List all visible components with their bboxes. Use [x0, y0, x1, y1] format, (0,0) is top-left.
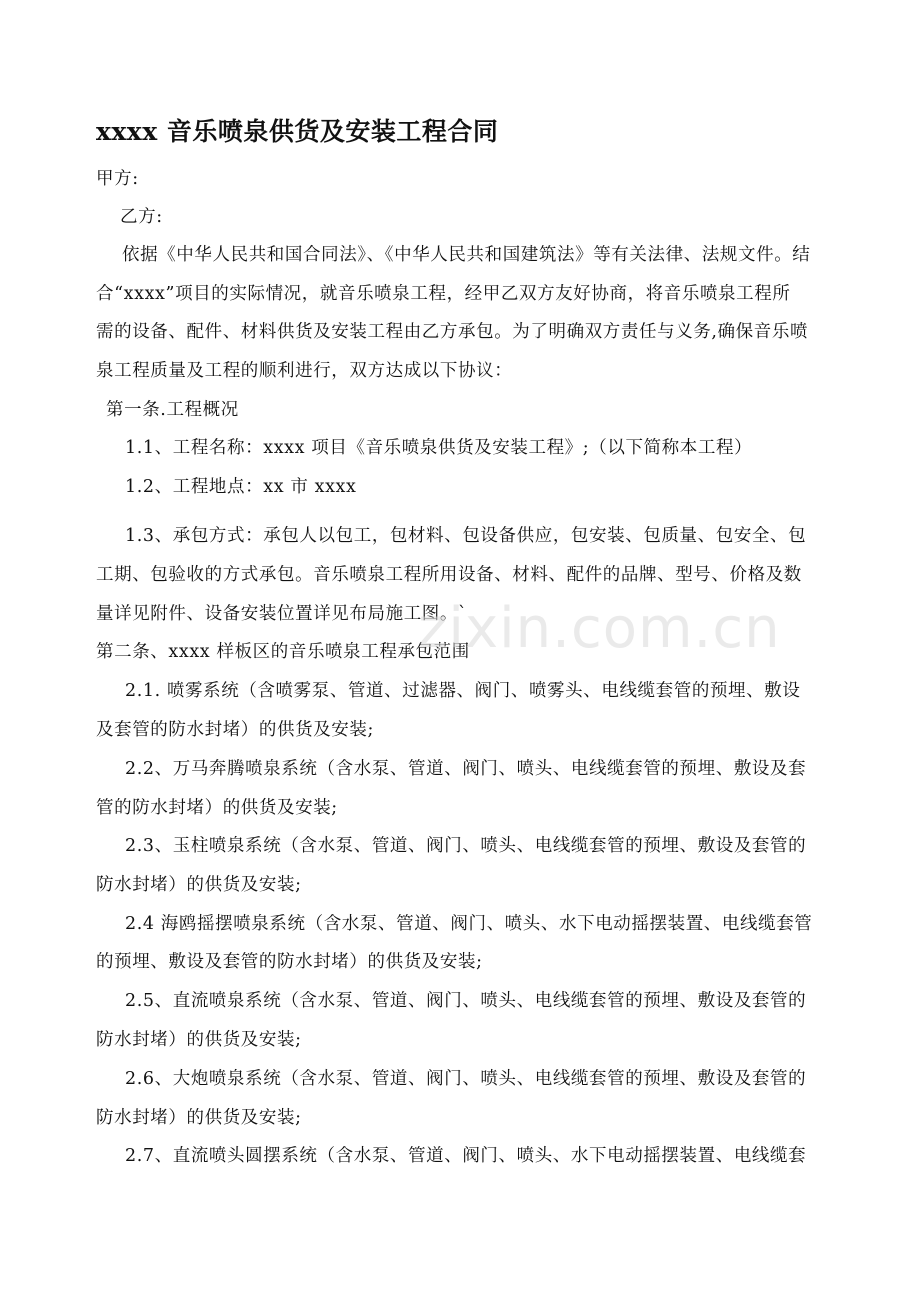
article2-item: 2.4 海鸥摇摆喷泉系统（含水泵、管道、阀门、喷头、水下电动摇摆装置、电线缆套管: [125, 914, 813, 934]
article1-item-1-2: 1.2、工程地点：xx 市 xxxx: [125, 477, 357, 497]
article2-item: 管的防水封堵）的供货及安装;: [96, 798, 338, 818]
watermark: zixin.com.cn: [418, 596, 781, 661]
intro-line: 需的设备、配件、材料供货及安装工程由乙方承包。为了明确双方责任与义务,确保音乐喷: [96, 322, 809, 342]
article2-item: 及套管的防水封堵）的供货及安装;: [96, 720, 374, 740]
article1-item-1-3: 1.3、承包方式：承包人以包工，包材料、包设备供应，包安装、包质量、包安全、包: [125, 526, 807, 546]
article2-heading: 第二条、xxxx 样板区的音乐喷泉工程承包范围: [96, 642, 470, 662]
article1-item-1-3: 量详见附件、设备安装位置详见布局施工图。`: [96, 604, 468, 624]
article2-item: 防水封堵）的供货及安装;: [96, 875, 302, 895]
article2-item: 2.6、大炮喷泉系统（含水泵、管道、阀门、喷头、电线缆套管的预埋、敷设及套管的: [125, 1069, 807, 1089]
article2-item: 防水封堵）的供货及安装;: [96, 1030, 302, 1050]
article2-item: 2.1. 喷雾系统（含喷雾泵、管道、过滤器、阀门、喷雾头、电线缆套管的预埋、敷设: [125, 681, 801, 701]
article1-heading: 第一条.工程概况: [106, 400, 239, 420]
intro-line: 合“xxxx”项目的实际情况，就音乐喷泉工程，经甲乙双方友好协商，将音乐喷泉工程所: [96, 284, 791, 304]
article2-item: 防水封堵）的供货及安装;: [96, 1108, 302, 1128]
document-title: xxxx 音乐喷泉供货及安装工程合同: [96, 117, 499, 146]
article2-item: 2.3、玉柱喷泉系统（含水泵、管道、阀门、喷头、电线缆套管的预埋、敷设及套管的: [125, 836, 807, 856]
article2-item: 2.2、万马奔腾喷泉系统（含水泵、管道、阀门、喷头、电线缆套管的预埋、敷设及套: [125, 759, 807, 779]
article1-item-1-1: 1.1、工程名称：xxxx 项目《音乐喷泉供货及安装工程》;（以下简称本工程）: [125, 438, 753, 458]
article1-item-1-3: 工期、包验收的方式承包。音乐喷泉工程所用设备、材料、配件的品牌、型号、价格及数: [96, 565, 802, 585]
intro-line: 依据《中华人民共和国合同法》、《中华人民共和国建筑法》等有关法律、法规文件。结: [122, 245, 811, 265]
article2-item: 2.5、直流喷泉系统（含水泵、管道、阀门、喷头、电线缆套管的预埋、敷设及套管的: [125, 991, 807, 1011]
article2-item: 2.7、直流喷头圆摆系统（含水泵、管道、阀门、喷头、水下电动摇摆装置、电线缆套: [125, 1146, 807, 1166]
party-b-label: 乙方:: [120, 207, 163, 227]
party-a-label: 甲方:: [96, 169, 139, 189]
article2-item: 的预埋、敷设及套管的防水封堵）的供货及安装;: [96, 952, 483, 972]
intro-line: 泉工程质量及工程的顺利进行，双方达成以下协议：: [96, 361, 513, 381]
